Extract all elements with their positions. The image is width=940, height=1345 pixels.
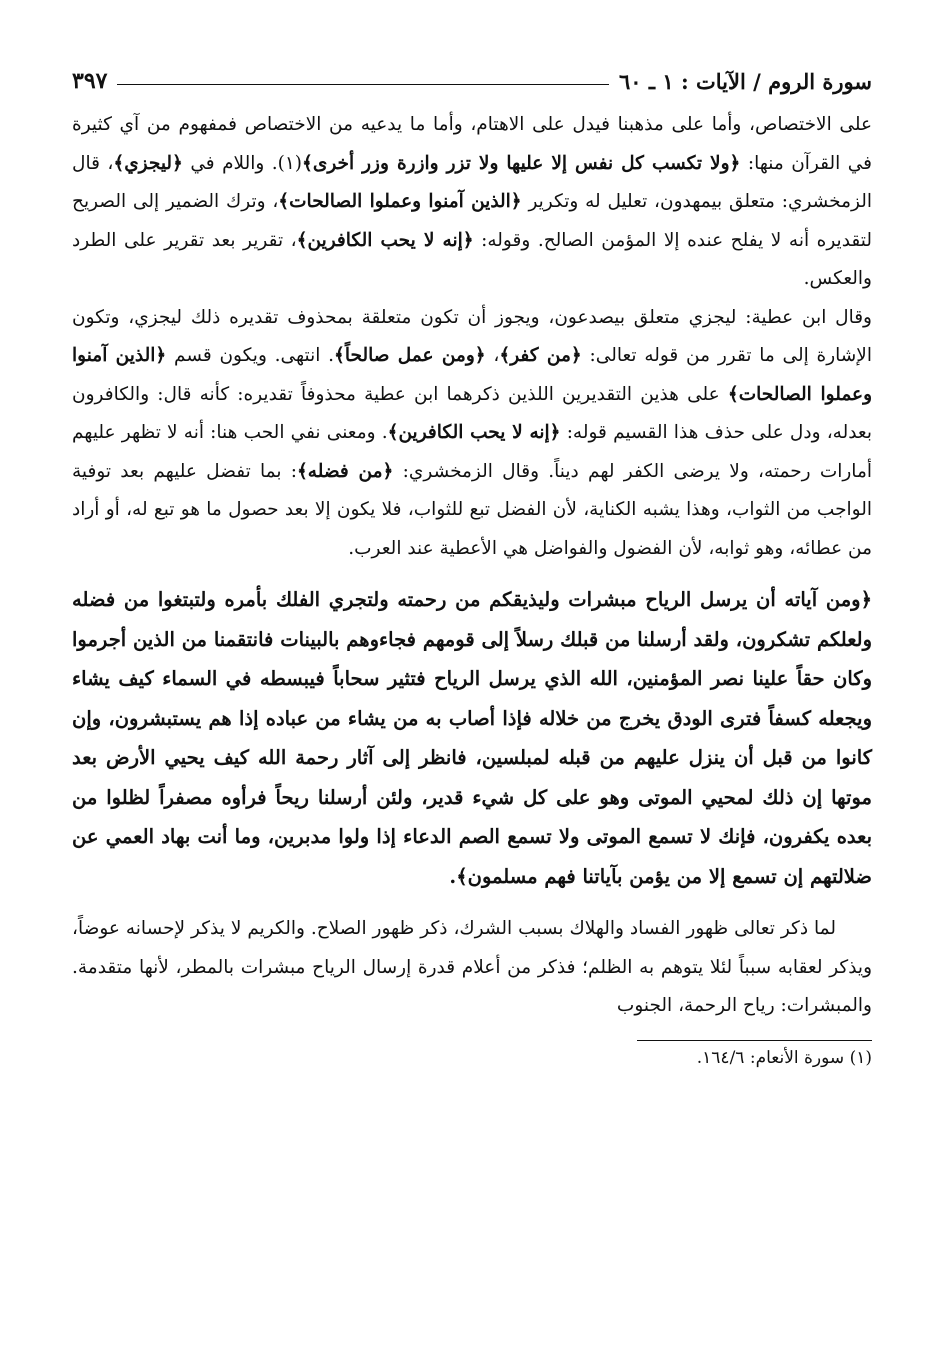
- quran-quote: ﴿الذين آمنوا وعملوا الصالحات﴾: [72, 345, 873, 405]
- quran-quote: ﴿ومن عمل صالحاً﴾: [334, 345, 486, 366]
- text-span: على الاختصاص، وأما على مذهبنا فيدل على الاهتام، وأما ما يدعيه من الاختصاص فمفهوم من آي كثيرة في القرآن منها:: [72, 114, 872, 174]
- footnote-rule: [637, 1040, 872, 1041]
- footnote: (١) سورة الأنعام: ١٦٤/٦.: [696, 1047, 872, 1068]
- running-header: [72, 64, 872, 98]
- quran-quote: ﴿من فضله﴾: [296, 460, 394, 482]
- header-rule: [117, 84, 609, 85]
- quran-quote: ﴿ولا تكسب كل نفس إلا عليها ولا تزر وازرة وزر أخرى﴾: [302, 152, 741, 174]
- text-span: . انتهى. ويكون قسم: [166, 345, 335, 366]
- paragraph-commentary-3: لما ذكر تعالى ظهور الفساد والهلاك بسبب الشرك، ذكر ظهور الصلاح. والكريم لا يذكر لإحسانه عوضاً، ويذكر لعقابه سبباً لئلا يتوهم به الظلم؛ فذكر من أعلام قدرة إرسال الرياح مبشرات بالمطر، لأنها متقدمة. والمبشرات: رياح الرحمة، الجنوب: [72, 918, 872, 1016]
- quran-quote: ﴿الذين آمنوا وعملوا الصالحات﴾: [278, 191, 522, 212]
- running-title: سورة الروم / الآيات : ١ ـ ٦٠: [619, 68, 872, 94]
- quran-verse-block: ﴿ومن آياته أن يرسل الرياح مبشرات وليذيقكم من رحمته ولتجري الفلك بأمره ولتبتغوا من فضله ولعلكم تشكرون، ولقد أرسلنا من قبلك رسلاً إلى قومهم فجاءوهم بالبينات فانتقمنا من الذين أجرموا وكان حقاً علينا نصر المؤمنين، الله الذي يرسل الرياح فتثير سحاباً فيبسطه في السماء كيف يشاء ويجعله كسفاً فترى الودق يخرج من خلاله فإذا أصاب به من يشاء من عباده إذا هم يستبشرون، وإن كانوا من قبل أن ينزل عليهم من قبله لمبلسين، فانظر إلى آثار رحمة الله كيف يحيي الأرض بعد موتها إن ذلك لمحيي الموتى وهو على كل شيء قدير، ولئن أرسلنا ريحاً فرأوه مصفراً لظلوا من بعده يكفرون، فإنك لا تسمع الموتى ولا تسمع الصم الدعاء إذا ولوا مدبرين، وما أنت بهاد العمي عن ضلالتهم إن تسمع إلا من يؤمن بآياتنا فهم مسلمون﴾.: [72, 588, 872, 888]
- text-span: ، تقرير بعد تقرير على الطرد والعكس.: [72, 229, 872, 289]
- page-number: ٣٩٧: [72, 68, 108, 94]
- quran-quote: ﴿من كفر﴾: [499, 345, 582, 366]
- text-span: على هذين التقديرين اللذين ذكرهما ابن عطية محذوفاً تقديره: كأنه قال: والكافرون بعدله، ودل على حذف هذا القسيم قوله:: [72, 383, 873, 443]
- text-span: (١). واللام في: [182, 152, 302, 174]
- text-span: وقال ابن عطية: ليجزي متعلق بيصدعون، ويجوز أن تكون متعلقة بمحذوف تقديره ذلك ليجزي، وتكون الإشارة إلى ما تقرر من قوله تعالى:: [72, 306, 872, 366]
- text-span: : بما تفضل عليهم بعد توفية الواجب من الثواب، وهذا يشبه الكناية، لأن الفضل تبع للثواب، فلا يكون إلا بعد حصول ما هو تبع له، أو أراد من عطائه، وهو ثوابه، لأن الفضول والفواضل هي الأعطية عند العرب.: [72, 460, 872, 559]
- paragraph-commentary-1: [72, 106, 872, 299]
- quran-quote: ﴿ليجزي﴾: [113, 152, 183, 174]
- quran-quote: ﴿إنه لا يحب الكافرين﴾: [296, 229, 474, 251]
- text-span: ،: [485, 345, 500, 366]
- text-span: . ومعنى نفي الحب هنا: أنه لا تظهر عليهم أمارات رحمته، ولا يرضى الكفر لهم ديناً. وقال الزمخشري:: [72, 422, 872, 482]
- book-page: [72, 64, 872, 1284]
- paragraph-commentary-2: [72, 299, 872, 569]
- quran-quote: ﴿إنه لا يحب الكافرين﴾: [387, 422, 561, 443]
- text-span: ، وترك الضمير إلى الصريح لتقديره أنه لا يفلح عنده إلا المؤمن الصالح. وقوله:: [72, 191, 872, 251]
- text-span: ، قال الزمخشري: متعلق بيمهدون، تعليل له وتكرير: [72, 152, 872, 212]
